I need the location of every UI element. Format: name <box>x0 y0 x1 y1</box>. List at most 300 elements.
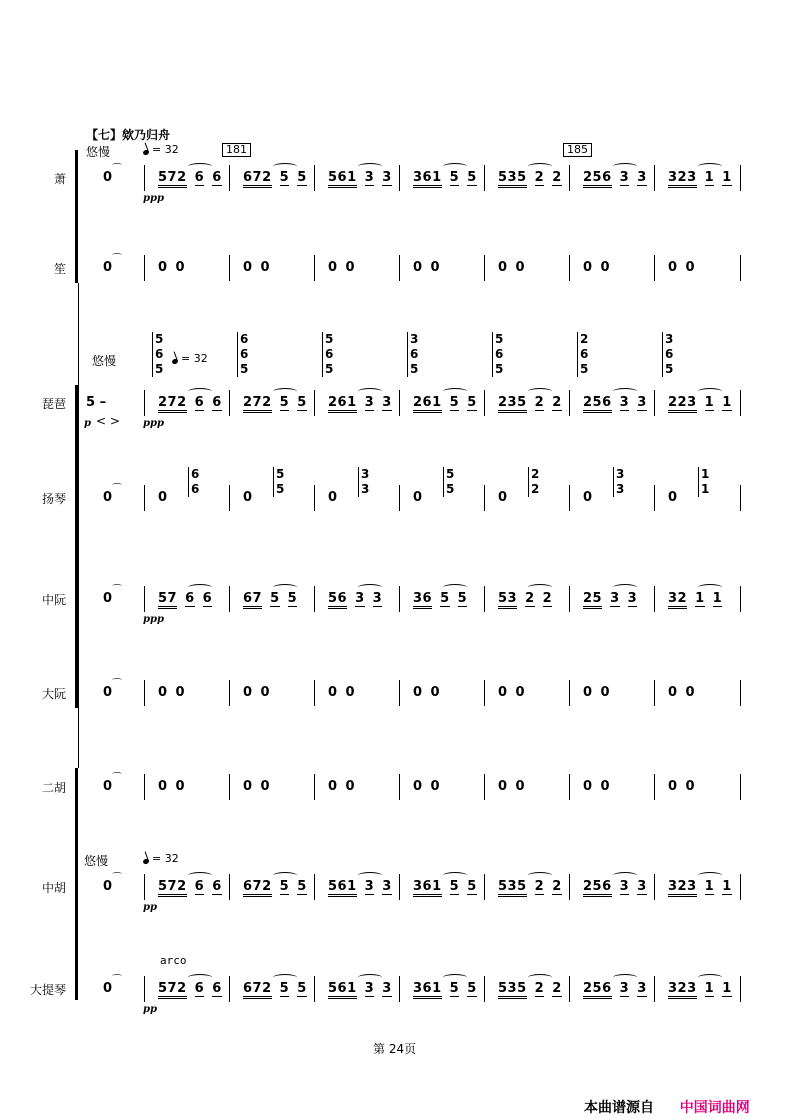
barline <box>144 774 145 800</box>
slur-mark <box>188 163 212 170</box>
tempo-mark-top <box>143 143 179 156</box>
slur-mark <box>358 388 382 395</box>
chord-stack: 5 5 <box>273 467 284 497</box>
rehearsal-mark: 181 <box>222 143 251 157</box>
note-group: 1 <box>722 879 732 894</box>
note-group: 5 <box>279 170 290 185</box>
barline <box>229 586 230 612</box>
measure <box>243 170 315 188</box>
barline <box>740 680 741 706</box>
measure <box>158 981 230 999</box>
note-group: 0 <box>243 779 253 794</box>
barline <box>654 774 655 800</box>
note-group: 2 <box>534 170 545 185</box>
measure <box>158 260 193 275</box>
lead-rest <box>103 484 122 505</box>
chord-stack: 1 1 <box>698 467 709 497</box>
instrument-name: 扬琴 <box>41 492 66 506</box>
lead-rest-digit: 0 <box>103 260 113 275</box>
slur-mark <box>273 974 297 981</box>
barline <box>399 586 400 612</box>
barline <box>144 485 145 511</box>
lead-rest <box>103 585 122 606</box>
measure <box>413 260 448 275</box>
note-group: 0 <box>515 260 526 275</box>
note-group: 0 <box>158 490 168 505</box>
barline <box>399 485 400 511</box>
slur-mark <box>443 872 467 879</box>
instrument-name: 琵琶 <box>41 397 66 411</box>
crescendo-hairpin: < > <box>96 414 120 428</box>
barline <box>484 485 485 511</box>
note-group: 261 <box>328 396 357 413</box>
note-group: 0 <box>158 685 168 700</box>
note-group: 53 <box>498 592 517 609</box>
note-group: 0 <box>685 685 696 700</box>
barline <box>229 255 230 281</box>
note-group: 0 <box>685 779 696 794</box>
note-group: 0 <box>328 685 338 700</box>
note-group: 0 <box>583 260 593 275</box>
slur-mark <box>528 584 552 591</box>
slur-mark <box>358 974 382 981</box>
note-group: 0 <box>345 260 356 275</box>
note-group: 56 <box>328 592 347 609</box>
fermata-icon: ⌒ <box>112 975 122 986</box>
slur-mark <box>613 584 637 591</box>
note-group: 535 <box>498 982 527 999</box>
tempo-word-zhonghu: 悠慢 <box>84 854 109 868</box>
note-group: 0 <box>243 490 253 505</box>
measure <box>413 685 448 700</box>
note-group: 67 <box>243 592 262 609</box>
note-group: 6 <box>202 591 213 606</box>
note-group: 0 <box>498 260 508 275</box>
measure <box>413 879 485 897</box>
slur-mark <box>698 872 722 879</box>
note-group: 6 <box>194 170 205 185</box>
measure <box>583 981 655 999</box>
measure <box>328 591 390 609</box>
note-group: 256 <box>583 171 612 188</box>
note-group: 1 <box>722 981 732 996</box>
barline <box>229 680 230 706</box>
note-group: 0 <box>498 490 508 505</box>
note-group: 361 <box>413 982 442 999</box>
note-group: 3 <box>627 591 638 606</box>
note-group: 272 <box>158 396 187 413</box>
barline <box>314 255 315 281</box>
page-number: 第 24页 <box>373 1042 417 1056</box>
measure <box>498 260 533 275</box>
note-group: 2 <box>552 170 562 185</box>
measure <box>158 685 193 700</box>
technique-marking: arco <box>160 954 187 967</box>
measure <box>158 779 193 794</box>
note-group: 5 <box>297 879 307 894</box>
note-group: 561 <box>328 171 357 188</box>
barline <box>740 774 741 800</box>
note-group: 0 <box>260 685 271 700</box>
source-credit <box>584 1097 750 1117</box>
note-group: 2 <box>525 591 535 606</box>
instrument-name: 萧 <box>53 172 66 186</box>
note-group: 561 <box>328 880 357 897</box>
note-group: 0 <box>498 779 508 794</box>
measure <box>498 685 533 700</box>
note-group: 0 <box>685 260 696 275</box>
note-group: 0 <box>600 779 611 794</box>
note-group: 5 <box>279 395 290 410</box>
note-group: 0 <box>515 779 526 794</box>
barline <box>740 586 741 612</box>
slur-mark <box>358 872 382 879</box>
slur-mark <box>188 974 212 981</box>
note-group: 6 <box>194 395 205 410</box>
measure <box>583 591 645 609</box>
note-group: 0 <box>668 779 678 794</box>
note-group: 0 <box>413 260 423 275</box>
dynamic-marking: pp <box>143 902 157 913</box>
note-group: 0 <box>345 685 356 700</box>
measure <box>328 779 363 794</box>
fermata-icon: ⌒ <box>112 254 122 265</box>
measure <box>158 395 230 413</box>
chord-stack: 6 6 <box>188 467 199 497</box>
measure <box>498 779 533 794</box>
barline <box>654 255 655 281</box>
rehearsal-mark: 185 <box>563 143 592 157</box>
note-group: 572 <box>158 171 187 188</box>
note-group: 3 <box>364 395 375 410</box>
measure <box>583 395 655 413</box>
barline <box>144 976 145 1002</box>
note-group: 0 <box>583 490 593 505</box>
note-group: 1 <box>704 395 715 410</box>
pipa-lead-note: 5 – <box>86 395 107 410</box>
section-title: 【七】欸乃归舟 <box>86 128 171 142</box>
note-group: 2 <box>534 395 545 410</box>
note-group: 561 <box>328 982 357 999</box>
measure <box>243 685 278 700</box>
barline <box>654 680 655 706</box>
quarter-note-icon <box>171 358 178 365</box>
dynamic-marking: ppp <box>143 193 164 204</box>
note-group: 3 <box>619 170 630 185</box>
note-group: 5 <box>297 170 307 185</box>
note-group: 36 <box>413 592 432 609</box>
note-group: 256 <box>583 982 612 999</box>
measure <box>328 395 400 413</box>
fermata-icon: ⌒ <box>112 164 122 175</box>
measure <box>413 591 475 609</box>
note-group: 0 <box>328 779 338 794</box>
measure <box>668 779 703 794</box>
barline <box>740 255 741 281</box>
quarter-note-icon <box>142 858 149 865</box>
note-group: 0 <box>345 779 356 794</box>
lead-rest <box>103 164 122 185</box>
note-group: 535 <box>498 171 527 188</box>
note-group: 5 <box>287 591 298 606</box>
note-group: 5 <box>279 981 290 996</box>
note-group: 261 <box>413 396 442 413</box>
measure <box>243 395 315 413</box>
lead-rest-digit: 0 <box>103 779 113 794</box>
note-group: 235 <box>498 396 527 413</box>
note-group: 3 <box>619 879 630 894</box>
instrument-name: 大阮 <box>41 687 66 701</box>
chord-stack: 5 6 5 <box>152 332 163 377</box>
measure <box>498 981 570 999</box>
slur-mark <box>358 163 382 170</box>
measure <box>243 779 278 794</box>
barline <box>314 774 315 800</box>
bracket-wind <box>75 150 78 283</box>
note-group: 2 <box>542 591 553 606</box>
measure <box>328 879 400 897</box>
measure <box>243 879 315 897</box>
dynamic-marking: pp <box>143 1004 157 1015</box>
note-group: 0 <box>175 685 186 700</box>
slur-mark <box>528 872 552 879</box>
fermata-icon: ⌒ <box>112 873 122 884</box>
note-group: 256 <box>583 880 612 897</box>
note-group: 5 <box>467 395 477 410</box>
note-group: 0 <box>243 685 253 700</box>
note-group: 0 <box>600 685 611 700</box>
slur-mark <box>528 388 552 395</box>
note-group: 672 <box>243 982 272 999</box>
instrument-name: 二胡 <box>41 781 66 795</box>
chord-stack: 3 6 5 <box>407 332 418 377</box>
barline <box>740 976 741 1002</box>
measure <box>668 685 703 700</box>
slur-mark <box>358 584 382 591</box>
note-group: 256 <box>583 396 612 413</box>
note-group: 0 <box>243 260 253 275</box>
tempo-word-pipa: 悠慢 <box>92 354 117 368</box>
dynamic-marking: ppp <box>143 418 164 429</box>
instrument-name: 中胡 <box>41 881 66 895</box>
note-group: 1 <box>722 170 732 185</box>
note-group: 323 <box>668 171 697 188</box>
note-group: 0 <box>175 260 186 275</box>
note-group: 323 <box>668 880 697 897</box>
note-group: 5 <box>449 395 460 410</box>
tempo-value: = 32 <box>181 352 208 365</box>
barline <box>740 165 741 191</box>
note-group: 6 <box>194 879 205 894</box>
instrument-name: 中阮 <box>41 593 66 607</box>
slur-mark <box>188 388 212 395</box>
lead-rest-digit: 0 <box>103 490 113 505</box>
measure <box>498 170 570 188</box>
measure <box>158 591 220 609</box>
note-group: 32 <box>668 592 687 609</box>
barline <box>484 255 485 281</box>
note-group: 0 <box>668 490 678 505</box>
slur-mark <box>613 388 637 395</box>
note-group: 3 <box>619 981 630 996</box>
note-group: 3 <box>382 170 392 185</box>
note-group: 361 <box>413 171 442 188</box>
slur-mark <box>613 872 637 879</box>
slur-mark <box>188 872 212 879</box>
fermata-icon: ⌒ <box>112 679 122 690</box>
barline <box>144 255 145 281</box>
measure <box>668 591 730 609</box>
note-group: 0 <box>260 779 271 794</box>
chord-stack: 3 3 <box>358 467 369 497</box>
slur-mark <box>273 388 297 395</box>
note-group: 361 <box>413 880 442 897</box>
note-group: 0 <box>600 260 611 275</box>
note-group: 5 <box>449 170 460 185</box>
fermata-icon: ⌒ <box>112 585 122 596</box>
note-group: 3 <box>355 591 365 606</box>
slur-mark <box>698 388 722 395</box>
note-group: 323 <box>668 982 697 999</box>
note-group: 535 <box>498 880 527 897</box>
note-group: 0 <box>260 260 271 275</box>
barline <box>654 485 655 511</box>
barline <box>144 390 145 416</box>
note-group: 0 <box>328 490 338 505</box>
slur-mark <box>188 584 212 591</box>
barline <box>399 255 400 281</box>
note-group: 0 <box>583 685 593 700</box>
note-group: 1 <box>695 591 705 606</box>
note-group: 57 <box>158 592 177 609</box>
barline <box>229 774 230 800</box>
note-group: 0 <box>413 779 423 794</box>
measure <box>583 490 601 505</box>
slur-mark <box>443 163 467 170</box>
note-group: 0 <box>583 779 593 794</box>
slur-mark <box>528 974 552 981</box>
measure <box>583 260 618 275</box>
note-group: 25 <box>583 592 602 609</box>
note-group: 3 <box>637 981 647 996</box>
note-group: 5 <box>449 879 460 894</box>
tempo-mark-pipa <box>172 352 208 365</box>
barline <box>144 586 145 612</box>
note-group: 3 <box>372 591 383 606</box>
measure <box>498 490 516 505</box>
note-group: 5 <box>467 981 477 996</box>
slur-mark <box>443 584 467 591</box>
tempo-mark-zhonghu <box>143 852 179 865</box>
chord-stack: 5 6 5 <box>492 332 503 377</box>
credit-prefix: 本曲谱源自 <box>584 1100 654 1116</box>
note-group: 5 <box>467 879 477 894</box>
note-group: 0 <box>498 685 508 700</box>
slur-mark <box>443 974 467 981</box>
measure <box>328 260 363 275</box>
slur-mark <box>273 872 297 879</box>
note-group: 5 <box>279 879 290 894</box>
note-group: 5 <box>297 395 307 410</box>
barline <box>314 485 315 511</box>
barline <box>144 680 145 706</box>
note-group: 272 <box>243 396 272 413</box>
measure <box>413 170 485 188</box>
note-group: 1 <box>722 395 732 410</box>
note-group: 6 <box>185 591 195 606</box>
note-group: 0 <box>515 685 526 700</box>
lead-rest <box>103 975 122 996</box>
note-group: 3 <box>382 395 392 410</box>
lead-rest-digit: 0 <box>103 879 113 894</box>
measure <box>158 879 230 897</box>
measure <box>668 395 740 413</box>
instrument-name: 大提琴 <box>29 983 66 997</box>
barline <box>569 774 570 800</box>
measure <box>583 170 655 188</box>
barline <box>569 680 570 706</box>
note-group: 0 <box>413 490 423 505</box>
note-group: 572 <box>158 880 187 897</box>
slur-mark <box>698 974 722 981</box>
note-group: 2 <box>552 879 562 894</box>
note-group: 0 <box>328 260 338 275</box>
measure <box>668 170 740 188</box>
slur-mark <box>698 163 722 170</box>
tempo-word-top: 悠慢 <box>86 145 111 159</box>
note-group: 6 <box>212 981 222 996</box>
measure <box>328 170 400 188</box>
chord-stack: 2 2 <box>528 467 539 497</box>
note-group: 5 <box>440 591 450 606</box>
note-group: 5 <box>297 981 307 996</box>
chord-stack: 5 5 <box>443 467 454 497</box>
note-group: 672 <box>243 880 272 897</box>
note-group: 572 <box>158 982 187 999</box>
note-group: 223 <box>668 396 697 413</box>
measure <box>243 981 315 999</box>
chord-stack: 2 6 5 <box>577 332 588 377</box>
measure <box>243 591 305 609</box>
measure <box>583 779 618 794</box>
note-group: 1 <box>712 591 723 606</box>
note-group: 5 <box>467 170 477 185</box>
note-group: 2 <box>552 395 562 410</box>
note-group: 0 <box>668 685 678 700</box>
measure <box>668 490 686 505</box>
note-group: 0 <box>430 779 441 794</box>
note-group: 0 <box>668 260 678 275</box>
measure <box>413 490 431 505</box>
note-group: 3 <box>619 395 630 410</box>
slur-mark <box>613 974 637 981</box>
slur-mark <box>698 584 722 591</box>
barline <box>314 586 315 612</box>
note-group: 0 <box>175 779 186 794</box>
note-group: 1 <box>704 879 715 894</box>
measure <box>668 879 740 897</box>
tempo-value: = 32 <box>152 852 179 865</box>
lead-rest-digit: 0 <box>103 685 113 700</box>
barline <box>569 255 570 281</box>
measure <box>498 879 570 897</box>
barline <box>314 680 315 706</box>
slur-mark <box>273 584 297 591</box>
barline <box>229 485 230 511</box>
brace-connector <box>78 283 79 768</box>
chord-stack: 3 3 <box>613 467 624 497</box>
note-group: 3 <box>382 981 392 996</box>
